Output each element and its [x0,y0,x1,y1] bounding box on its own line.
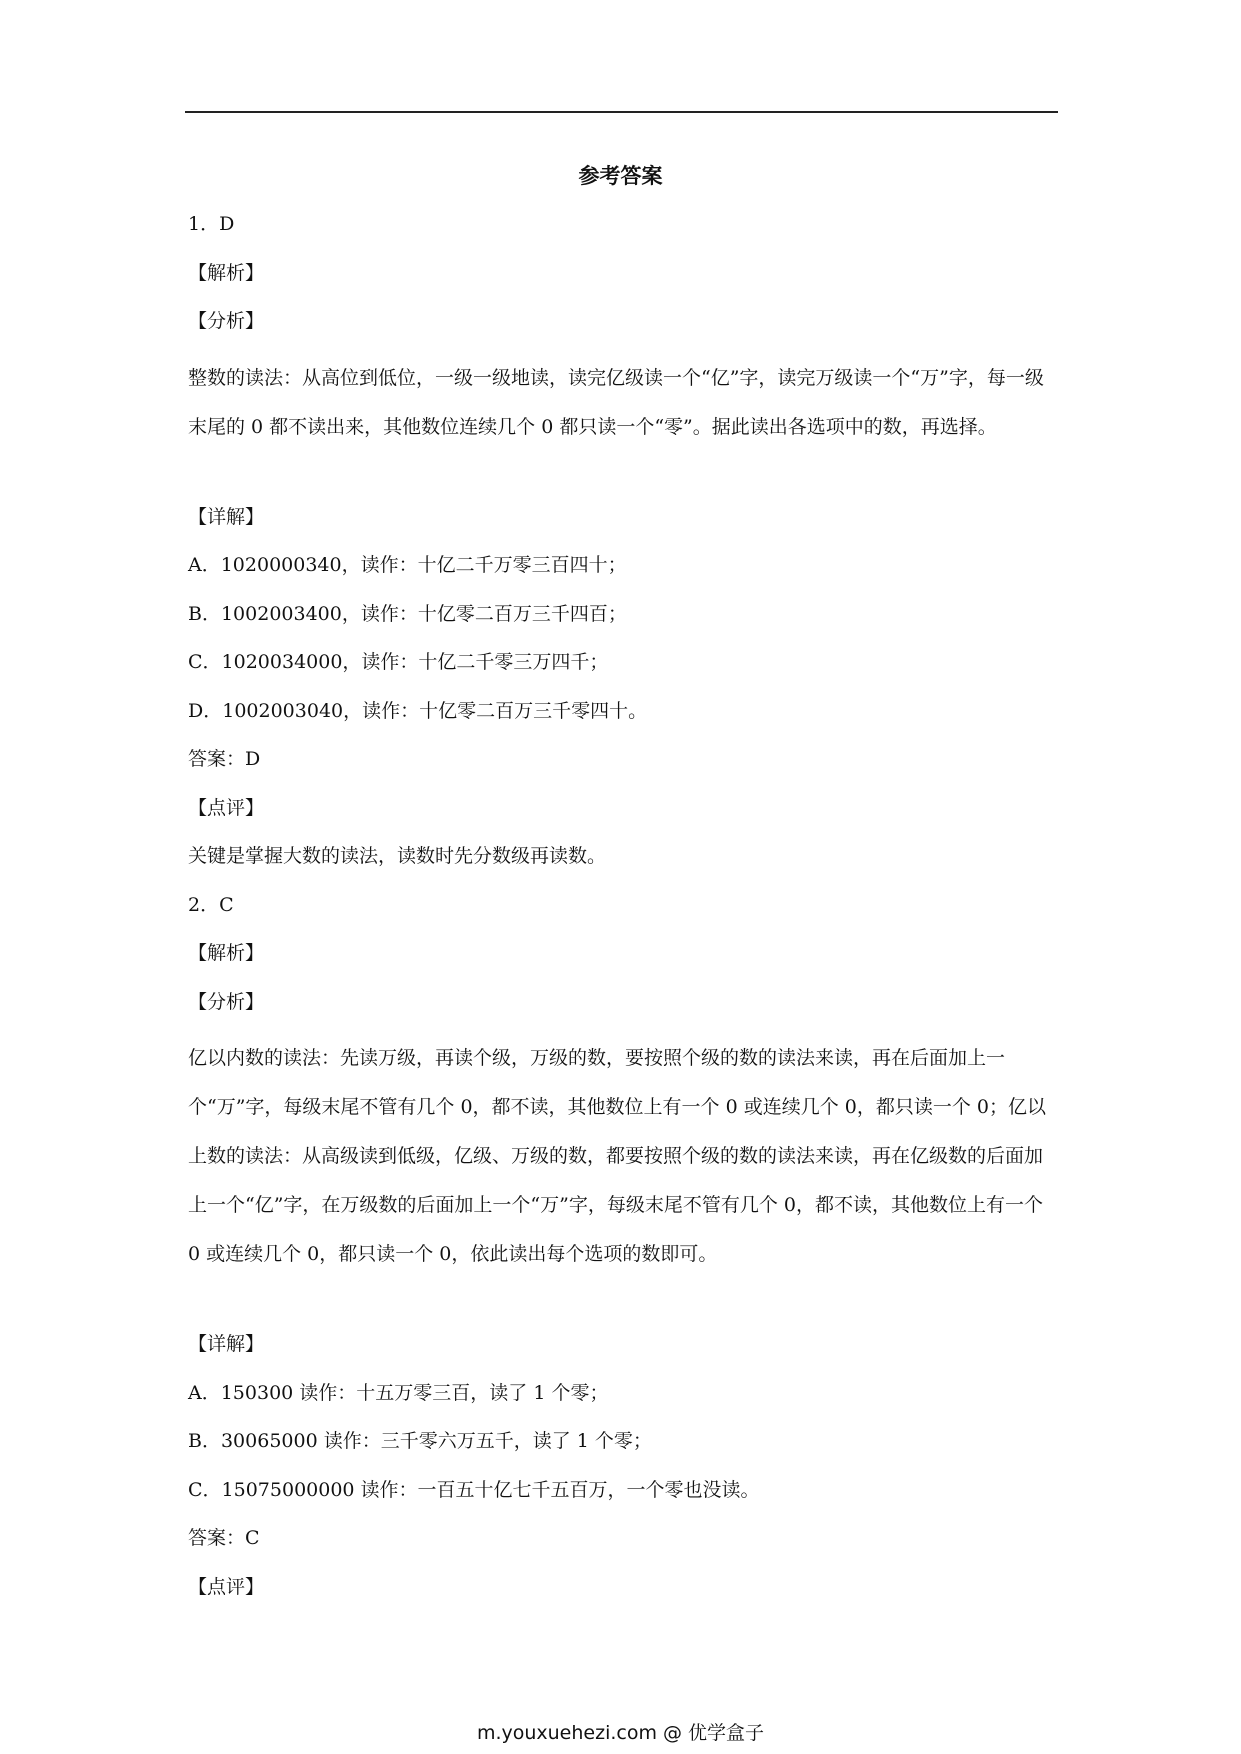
q1-answer: 1．D [188,213,235,235]
q2-fenxi-text: 亿以内数的读法：先读万级，再读个级，万级的数，要按照个级的数的读法来读，再在后面加上一个“万”字，每级末尾不管有几个 0，都不读，其他数位上有一个 0 或连续几个 0，都只读一个 0；亿以上数的读法：从高级读到低级，亿级、万级的数，都要按照个级的数的读法来读，再在亿级数的后面加上一个“亿”字，在万级数的后面加上一个“万”字，每级末尾不管有几个 0，都不读，其他数位上有一个 0 或连续几个 0，都只读一个 0，依此读出每个选项的数即可。 [188,1047,1046,1265]
q1-option-d: D．1002003040，读作：十亿零二百万三千零四十。 [188,699,648,722]
q2-xiangjie-label: 【详解】 [188,1333,265,1355]
q1-option-b: B．1002003400，读作：十亿零二百万三千四百； [188,602,627,625]
q1-jiexi-label: 【解析】 [188,261,265,284]
q1-option-a: A．1020000340，读作：十亿二千万零三百四十； [188,554,627,576]
q2-option-a: A．150300 读作：十五万零三百，读了 1 个零； [188,1381,609,1404]
q1-daan: 答案：D [188,748,261,770]
footer-watermark: m.youxuehezi.com @ 优学盒子 [476,1722,765,1744]
q1-fenxi-text: 整数的读法：从高位到低位，一级一级地读，读完亿级读一个“亿”字，读完万级读一个“万”字，每一级末尾的 0 都不读出来，其他数位连续几个 0 都只读一个“零”。据此读出各选项中的数，再选择。 [188,366,1044,438]
header-rule [185,111,1058,113]
q1-dianping-label: 【点评】 [188,796,265,819]
q2-jiexi-label: 【解析】 [188,942,265,964]
q2-dianping-label: 【点评】 [188,1575,265,1598]
q2-option-c: C．15075000000 读作：一百五十亿七千五百万，一个零也没读。 [188,1478,760,1501]
q2-daan: 答案：C [188,1527,260,1549]
q1-xiangjie-label: 【详解】 [188,505,265,528]
q1-fenxi-label: 【分析】 [188,310,265,332]
answer-content [188,208,1060,1619]
q2-option-b: B．30065000 读作：三千零六万五千，读了 1 个零； [188,1430,652,1452]
q1-dianping-text: 关键是掌握大数的读法，读数时先分数级再读数。 [188,845,607,867]
q2-answer: 2．C [188,893,234,916]
q1-option-c: C．1020034000，读作：十亿二千零三万四千； [188,651,609,673]
page-title: 参考答案 [578,164,663,188]
q2-fenxi-label: 【分析】 [188,990,265,1013]
